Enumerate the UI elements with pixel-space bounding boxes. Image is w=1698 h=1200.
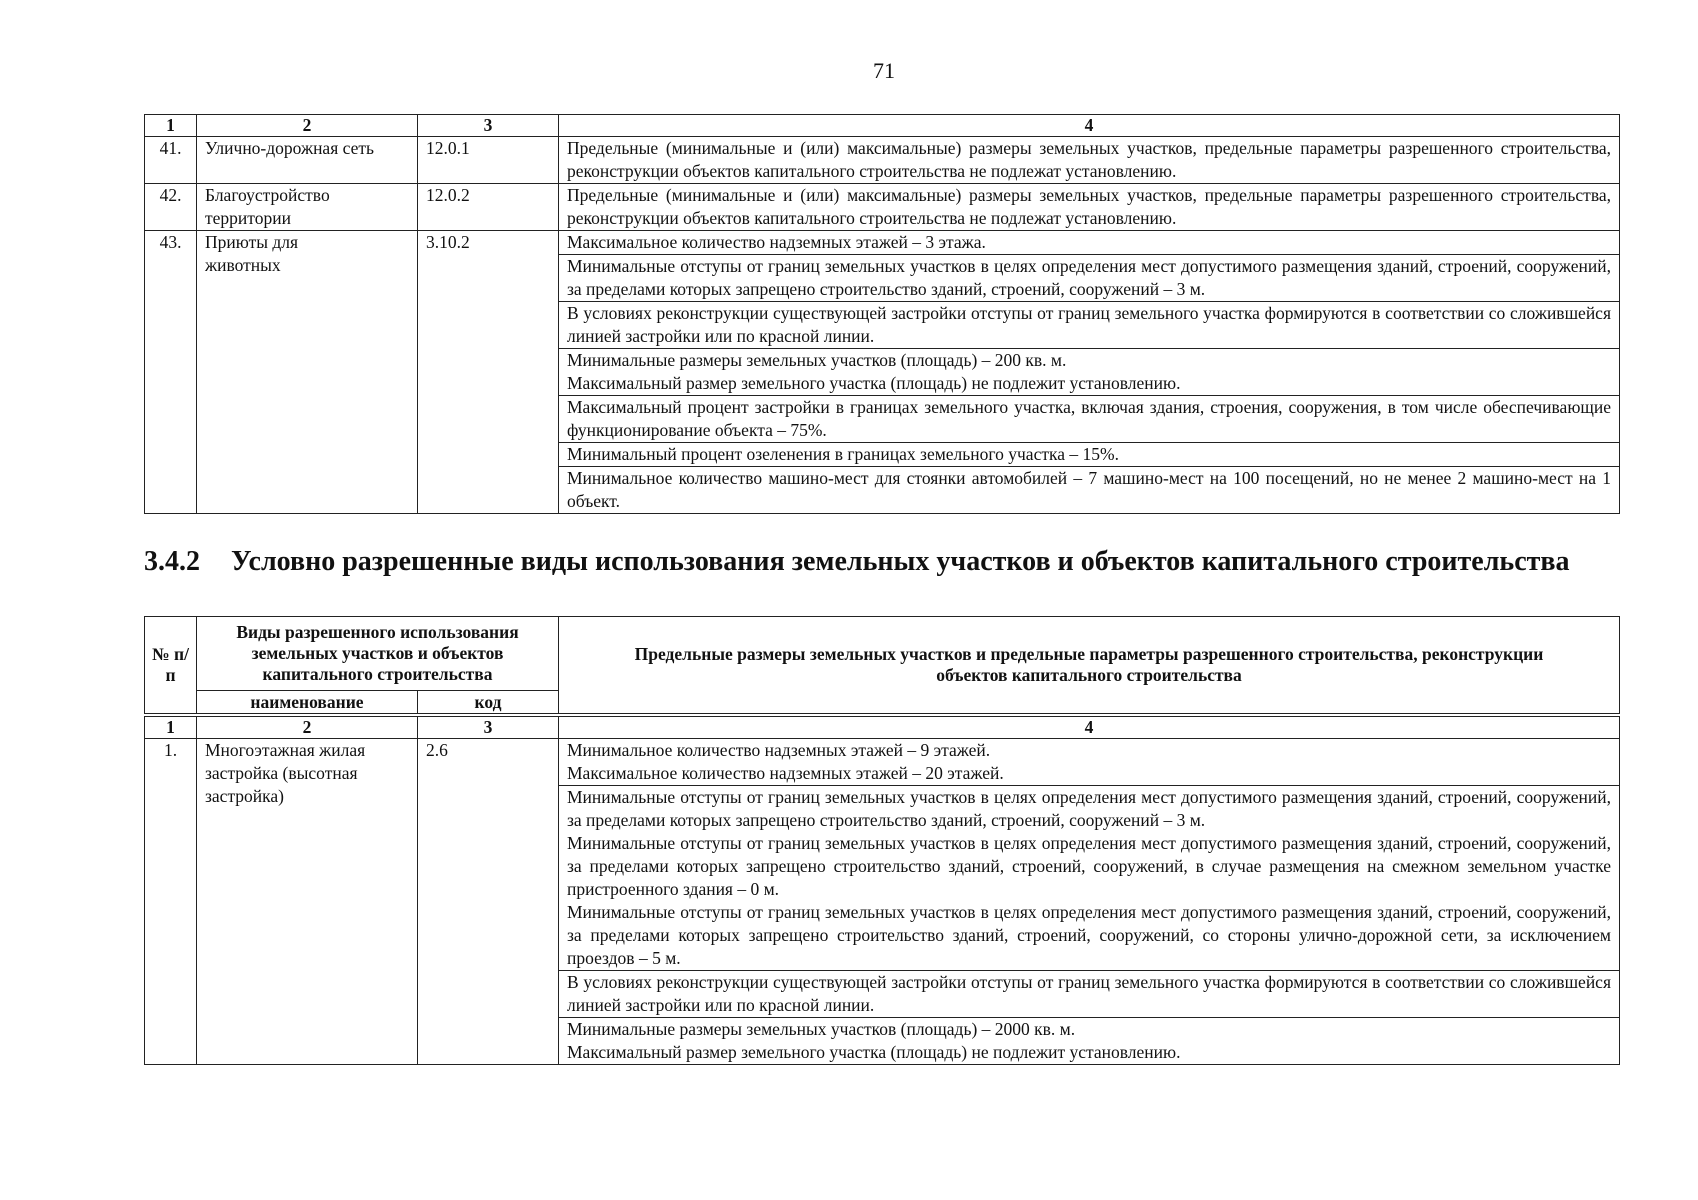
column-number-row (145, 115, 1620, 137)
section-number: 3.4.2 (144, 546, 200, 577)
parameter-cell: Минимальные отступы от границ земельных участков в целях определения мест допустимого размещения зданий, строений, сооружений, за пределами которых запрещено строительство зданий, строений, сооружений – 3 м. Минимальные отступы от границ земельных участков в целях определения мест допустимого размещения зданий, строений, сооружений, за пределами которых запрещено строительство зданий, строений, сооружений, в случае размещения на смежном земельном участке пристроенного здания – 0 м. Минимальные отступы от границ земельных участков в целях определения мест допустимого размещения зданий, строений, сооружений, за пределами которых запрещено строительство зданий, строений, сооружений, со стороны улично-дорожной сети, за исключением проездов – 5 м. (559, 786, 1620, 971)
header-parameters: Предельные размеры земельных участков и предельные параметры разрешенного строительства, реконструкции объектов капитального строительства (559, 617, 1620, 716)
parameter-cell: Минимальный процент озеленения в границах земельного участка – 15%. (559, 443, 1620, 467)
use-type-code: 3.10.2 (418, 231, 559, 514)
use-type-name: Многоэтажная жилая застройка (высотная застройка) (197, 739, 418, 1065)
parameter-cell: Предельные (минимальные и (или) максимальные) размеры земельных участков, предельные параметры разрешенного строительства, реконструкции объектов капитального строительства не подлежат установлению. (559, 184, 1620, 231)
table-row (145, 739, 1620, 786)
parameter-cell: Минимальные размеры земельных участков (площадь) – 200 кв. м. Максимальный размер земельного участка (площадь) не подлежит установлению. (559, 349, 1620, 396)
column-number: 4 (559, 715, 1620, 739)
column-number-row (145, 715, 1620, 739)
header-name: наименование (197, 691, 418, 716)
parameter-cell: Минимальное количество надземных этажей – 9 этажей. Максимальное количество надземных этажей – 20 этажей. (559, 739, 1620, 786)
column-number: 1 (145, 715, 197, 739)
row-number: 1. (145, 739, 197, 1065)
use-type-code: 2.6 (418, 739, 559, 1065)
column-number: 1 (145, 115, 197, 137)
use-type-code: 12.0.2 (418, 184, 559, 231)
parameter-cell: Минимальные размеры земельных участков (площадь) – 2000 кв. м. Максимальный размер земельного участка (площадь) не подлежит установлению. (559, 1018, 1620, 1065)
column-number: 2 (197, 115, 418, 137)
column-number: 3 (418, 115, 559, 137)
table-row (145, 231, 1620, 255)
column-number: 3 (418, 715, 559, 739)
use-type-name: Улично-дорожная сеть (197, 137, 418, 184)
section-heading (144, 546, 1644, 578)
table-header-row (145, 617, 1620, 691)
header-use-types: Виды разрешенного использования земельных участков и объектов капитального строительства (197, 617, 559, 691)
parameter-cell: Максимальное количество надземных этажей – 3 этажа. (559, 231, 1620, 255)
section-title: Условно разрешенные виды использования земельных участков и объектов капитального строительства (231, 546, 1570, 577)
use-type-name: Благоустройство территории (197, 184, 418, 231)
parameter-cell: Минимальные отступы от границ земельных участков в целях определения мест допустимого размещения зданий, строений, сооружений, за пределами которых запрещено строительство зданий, строений, сооружений – 3 м. (559, 255, 1620, 302)
parameter-cell: Максимальный процент застройки в границах земельного участка, включая здания, строения, сооружения, в том числе обеспечивающие функционирование объекта – 75%. (559, 396, 1620, 443)
conditional-use-table (144, 616, 1620, 1065)
page-number: 71 (873, 58, 895, 83)
use-type-name: Приюты для животных (197, 231, 418, 514)
parameter-cell: Предельные (минимальные и (или) максимальные) размеры земельных участков, предельные параметры разрешенного строительства, реконструкции объектов капитального строительства не подлежат установлению. (559, 137, 1620, 184)
row-number: 41. (145, 137, 197, 184)
header-code: код (418, 691, 559, 716)
column-number: 2 (197, 715, 418, 739)
parameter-cell: В условиях реконструкции существующей застройки отступы от границ земельного участка формируются в соответствии со сложившейся линией застройки или по красной линии. (559, 971, 1620, 1018)
parameter-cell: Минимальное количество машино-мест для стоянки автомобилей – 7 машино-мест на 100 посещений, но не менее 2 машино-мест на 1 объект. (559, 467, 1620, 514)
land-use-table-continued (144, 114, 1620, 514)
header-number: № п/п (145, 617, 197, 716)
row-number: 42. (145, 184, 197, 231)
parameter-cell: В условиях реконструкции существующей застройки отступы от границ земельного участка формируются в соответствии со сложившейся линией застройки или по красной линии. (559, 302, 1620, 349)
table-row (145, 184, 1620, 231)
use-type-code: 12.0.1 (418, 137, 559, 184)
column-number: 4 (559, 115, 1620, 137)
row-number: 43. (145, 231, 197, 514)
table-row (145, 137, 1620, 184)
